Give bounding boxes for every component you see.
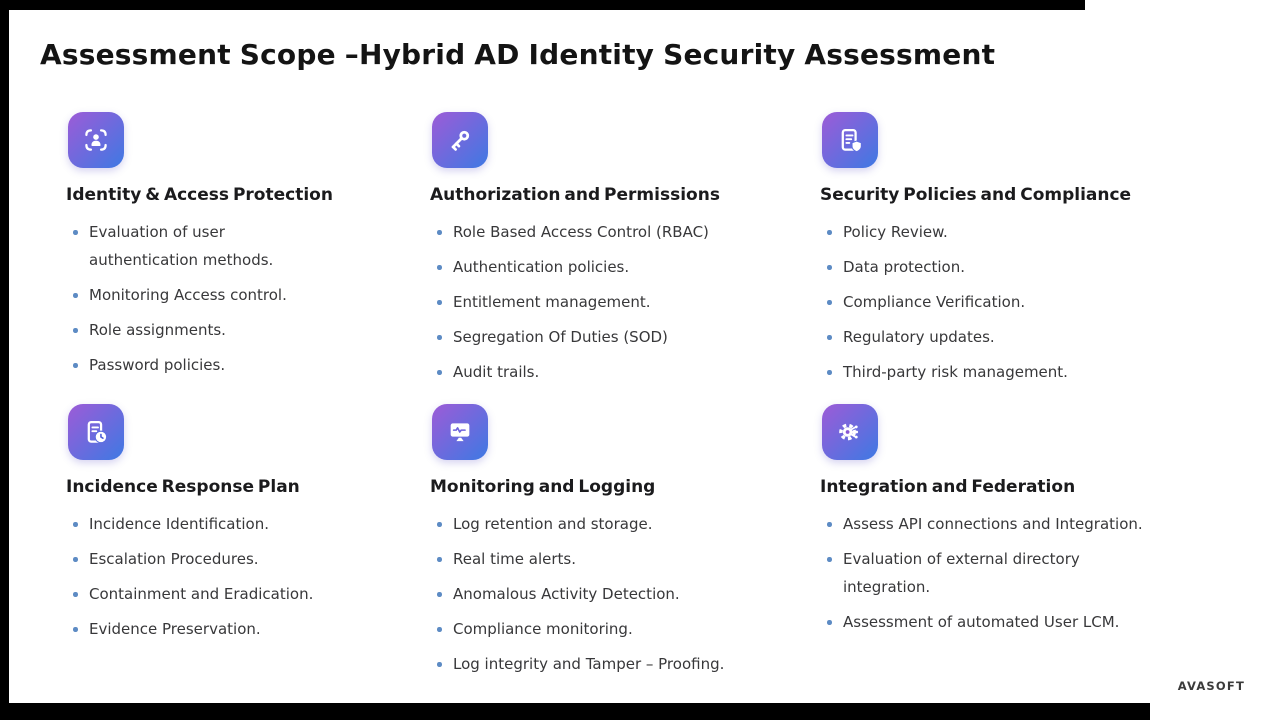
monitor-pulse-icon <box>432 404 488 460</box>
bullet-item: Containment and Eradication. <box>66 580 328 608</box>
bullet-item: Anomalous Activity Detection. <box>430 580 790 608</box>
section-monitoring-logging <box>430 404 820 685</box>
section-security-policies-compliance <box>820 112 1240 404</box>
bullet-item: Log integrity and Tamper – Proofing. <box>430 650 790 678</box>
bullet-item: Policy Review. <box>820 218 1152 246</box>
section-heading: Integration and Federation <box>820 477 1076 497</box>
frame-edge-left <box>0 0 9 720</box>
frame-edge-bottom <box>0 703 1150 720</box>
sections-grid <box>66 112 1240 685</box>
bullet-item: Evaluation of user authentication methods. <box>66 218 328 274</box>
bullet-item: Third-party risk management. <box>820 358 1152 386</box>
face-scan-icon <box>68 112 124 168</box>
bullet-item: Assess API connections and Integration. <box>820 510 1152 538</box>
section-heading: Incidence Response Plan <box>66 477 300 497</box>
bullet-item: Data protection. <box>820 253 1152 281</box>
bullet-item: Compliance monitoring. <box>430 615 790 643</box>
section-incidence-response-plan <box>66 404 430 685</box>
bullet-item: Log retention and storage. <box>430 510 790 538</box>
bullet-item: Regulatory updates. <box>820 323 1152 351</box>
key-icon <box>432 112 488 168</box>
document-clock-icon <box>68 404 124 460</box>
brand-logo: AVASOFT <box>1177 679 1245 693</box>
section-integration-federation <box>820 404 1240 685</box>
page-title: Assessment Scope –Hybrid AD Identity Security Assessment <box>40 38 996 71</box>
section-heading: Authorization and Permissions <box>430 185 720 205</box>
document-shield-icon <box>822 112 878 168</box>
bullet-item: Assessment of automated User LCM. <box>820 608 1152 636</box>
bullet-item: Role Based Access Control (RBAC) <box>430 218 790 246</box>
section-heading: Monitoring and Logging <box>430 477 656 497</box>
section-heading: Security Policies and Compliance <box>820 185 1132 205</box>
section-authorization-permissions <box>430 112 820 404</box>
section-heading: Identity & Access Protection <box>66 185 333 205</box>
bullet-list <box>430 510 790 678</box>
bullet-list <box>820 218 1152 386</box>
bullet-item: Authentication policies. <box>430 253 790 281</box>
bullet-item: Password policies. <box>66 351 328 379</box>
bullet-item: Monitoring Access control. <box>66 281 328 309</box>
bullet-item: Incidence Identification. <box>66 510 328 538</box>
bullet-item: Audit trails. <box>430 358 790 386</box>
section-identity-access-protection <box>66 112 430 404</box>
gear-circuit-icon <box>822 404 878 460</box>
bullet-list <box>66 510 328 643</box>
bullet-item: Evidence Preservation. <box>66 615 328 643</box>
bullet-item: Real time alerts. <box>430 545 790 573</box>
frame-edge-top <box>0 0 1085 10</box>
bullet-list <box>430 218 790 386</box>
bullet-item: Segregation Of Duties (SOD) <box>430 323 790 351</box>
bullet-item: Compliance Verification. <box>820 288 1152 316</box>
bullet-item: Entitlement management. <box>430 288 790 316</box>
bullet-item: Escalation Procedures. <box>66 545 328 573</box>
bullet-item: Evaluation of external directory integration. <box>820 545 1152 601</box>
bullet-list <box>820 510 1152 636</box>
bullet-list <box>66 218 328 379</box>
bullet-item: Role assignments. <box>66 316 328 344</box>
